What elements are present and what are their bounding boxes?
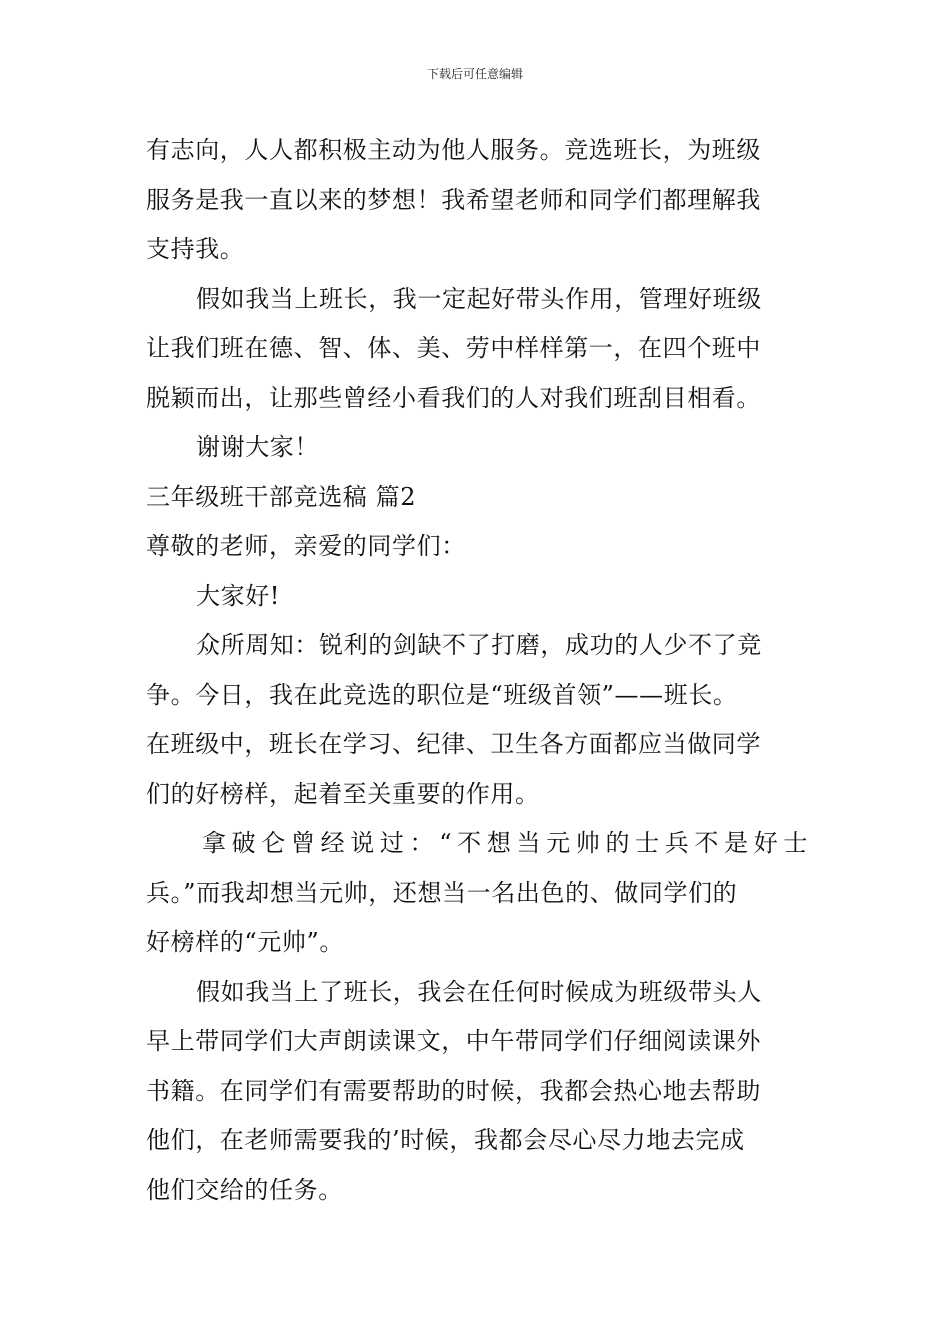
paragraph-line: 好榜样的“元帅”。 (146, 928, 344, 956)
paragraph-line: 假如我当上班长，我一定起好带头作用，管理好班级 (196, 284, 762, 313)
paragraph-line: 他们交给的任务。 (146, 1175, 343, 1204)
paragraph-line: 在班级中，班长在学习、纪律、卫生各方面都应当做同学 (146, 730, 761, 758)
document-body (146, 126, 808, 1215)
paragraph-line: 早上带同学们大声朗读课文，中午带同学们仔细阅读课外 (146, 1027, 761, 1055)
paragraph-line: 脱颖而出，让那些曾经小看我们的人对我们班刮目相看。 (146, 383, 761, 412)
paragraph-line: 他们，在老师需要我的’时候，我都会尽心尽力地去完成 (146, 1126, 745, 1154)
greeting-line: 大家好! (196, 581, 281, 610)
paragraph-line: 谢谢大家！ (196, 433, 319, 461)
paragraph-line: 们的好榜样，起着至关重要的作用。 (146, 779, 540, 808)
paragraph-line: 兵。”而我却想当元帅，还想当一名出色的、做同学们的 (146, 878, 738, 907)
paragraph-line: 让我们班在德、智、体、美、劳中样样第一，在四个班中 (146, 334, 761, 362)
salutation-line: 尊敬的老师，亲爱的同学们： (146, 532, 466, 560)
paragraph-line: 有志向，人人都积极主动为他人服务。竞选班长，为班级 (146, 136, 761, 164)
paragraph-line: 服务是我一直以来的梦想！我希望老师和同学们都理解我 (146, 185, 761, 214)
paragraph-line: 拿破仑曾经说过：“不想当元帅的士兵不是好士 (202, 829, 808, 857)
section-title: 三年级班干部竞选稿 篇2 (146, 482, 417, 511)
paragraph-line: 争。今日，我在此竞选的职位是“班级首领”——班长。 (146, 680, 738, 709)
paragraph-line: 假如我当上了班长，我会在任何时候成为班级带头人 (196, 977, 762, 1006)
paragraph-line: 支持我。 (146, 235, 245, 263)
paragraph-line: 众所周知：锐利的剑缺不了打磨，成功的人少不了竞 (196, 631, 762, 659)
paragraph-line: 书籍。在同学们有需要帮助的时候，我都会热心地去帮助 (146, 1076, 761, 1105)
page-header-note: 下载后可任意编辑 (426, 67, 523, 81)
